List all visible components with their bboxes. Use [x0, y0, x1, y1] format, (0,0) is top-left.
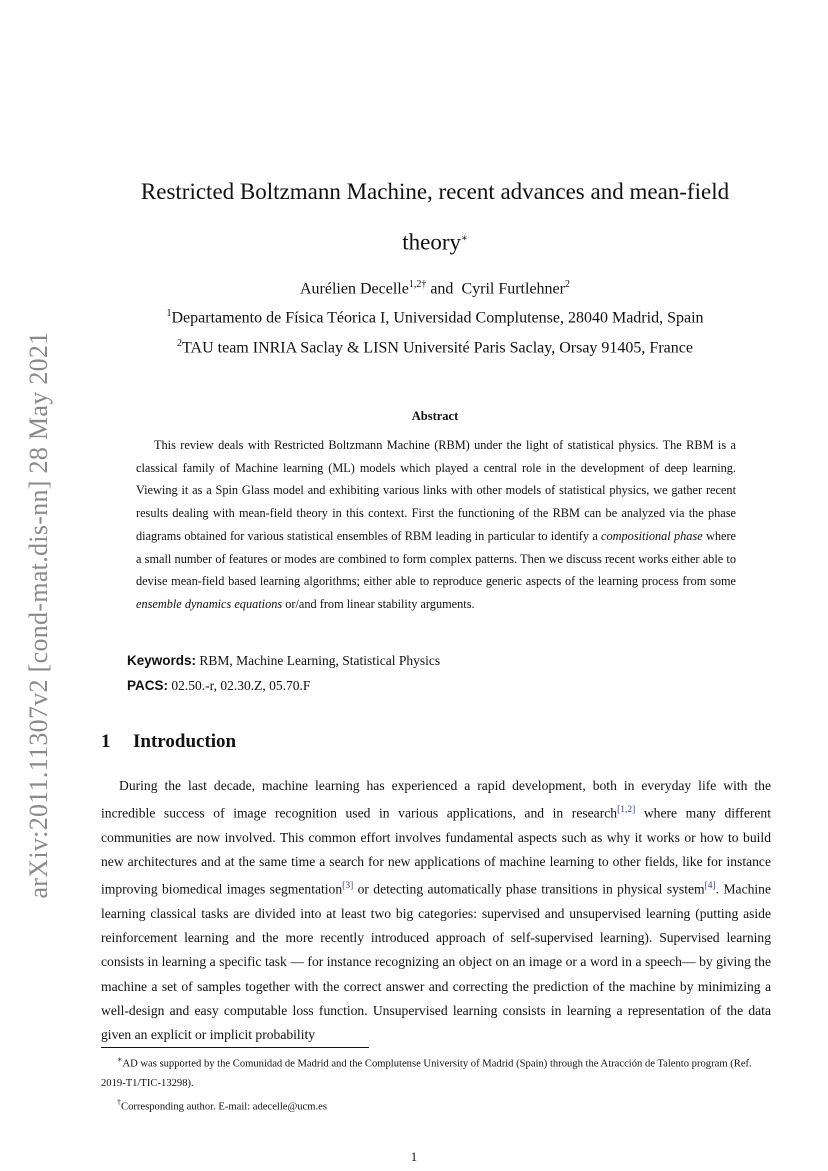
- footnote: [101, 1093, 771, 1117]
- author-affiliation-marker: 1,2†: [408, 279, 427, 290]
- abstract-paragraph: [136, 434, 736, 616]
- footnote: [101, 1050, 771, 1093]
- author-conjunction: and: [426, 280, 462, 298]
- affiliation-1: [100, 308, 770, 327]
- section-title: Introduction: [133, 731, 237, 752]
- citation-link[interactable]: [1,2]: [617, 805, 636, 816]
- affiliation-text: TAU team INRIA Saclay & LISN Université Paris Saclay, Orsay 91405, France: [182, 339, 693, 357]
- author-name: Cyril Furtlehner: [461, 280, 565, 298]
- title-footnote-marker: ∗: [460, 233, 468, 244]
- body-text: or detecting automatically phase transitions in physical system: [353, 881, 705, 897]
- abstract-text: This review deals with Restricted Boltzmann Machine (RBM) under the light of statistical physics. The RBM is a classical family of Machine learning (ML) models which played a central role in the development of deep learning. Viewing it as a Spin Glass model and exhibiting various links with other models of statistical physics, we gather recent results dealing with mean-field theory in this context. First the functioning of the RBM can be analyzed via the phase diagrams obtained for various statistical ensembles of RBM leading in particular to identify a: [136, 438, 736, 543]
- affiliation-marker: 2: [177, 338, 183, 349]
- page-number: 1: [410, 1150, 418, 1164]
- introduction-body: [101, 774, 771, 1047]
- abstract-emphasis: ensemble dynamics equations: [136, 596, 283, 611]
- section-heading: [101, 731, 236, 753]
- citation-link[interactable]: [4]: [704, 881, 716, 892]
- abstract-heading: Abstract: [411, 409, 459, 423]
- footnote-marker: ∗: [117, 1055, 123, 1064]
- footnote-divider: [101, 1047, 369, 1048]
- affiliation-text: Departamento de Física Téorica I, Universidad Complutense, 28040 Madrid, Spain: [171, 309, 704, 327]
- affiliation-marker: 1: [166, 308, 172, 319]
- body-text: where many different communities are now involved. This common effort involves fundamental aspects such as why it works or how to build new architectures and at the same time a search for new applications of machine learning to other fields, like for instance improving biomedical images segmentation: [101, 805, 771, 897]
- pacs-value: 02.50.-r, 02.30.Z, 05.70.F: [168, 678, 311, 693]
- pacs-line: [127, 678, 310, 694]
- author-list: [100, 279, 770, 298]
- footnote-marker: †: [117, 1097, 121, 1107]
- footnote-text: Corresponding author. E-mail: adecelle@ucm.es: [121, 1101, 327, 1113]
- keywords-value: RBM, Machine Learning, Statistical Physics: [196, 653, 441, 668]
- title-line-2-text: theory: [402, 229, 461, 255]
- author-name: Aurélien Decelle: [300, 280, 409, 298]
- title-line-1: Restricted Boltzmann Machine, recent advances and mean-field: [140, 179, 730, 204]
- citation-link[interactable]: [3]: [342, 881, 354, 892]
- abstract-text: or/and from linear stability arguments.: [282, 596, 475, 611]
- body-text: . Machine learning classical tasks are divided into at least two big categories: supervised and unsupervised learning (putting aside reinforcement learning and the more recently introduced approach of self-supervised learning). Supervised learning consists in learning a specific task — for instance recognizing an object on an image or a word in a speech— by giving the machine a set of samples together with the correct answer and correcting the prediction of the machine by minimizing a well-design and easy computable loss function. Unsupervised learning consists in learning a representation of the data given an explicit or implicit probability: [101, 881, 772, 1043]
- pacs-label: PACS:: [127, 678, 169, 693]
- footnotes: [101, 1050, 771, 1116]
- body-text: During the last decade, machine learning has experienced a rapid development, both in everyday life with the incredible success of image recognition used in various applications, and in research: [101, 778, 771, 821]
- keywords-label: Keywords:: [127, 653, 197, 668]
- abstract-text: where a small number of features or modes are combined to form complex patterns. Then we discuss recent works either able to devise mean-field based learning algorithms; either able to reproduce generic aspects of the learning process from some: [136, 528, 736, 589]
- body-paragraph: [101, 774, 771, 1047]
- paper-title: [100, 168, 770, 266]
- arxiv-sidebar-stamp: [18, 310, 60, 920]
- keywords-line: [127, 653, 440, 669]
- title-line-2: [100, 215, 770, 266]
- footnote-text: AD was supported by the Comunidad de Madrid and the Complutense University of Madrid (Spain) through the Atracción de Talento program (Ref. 2019-T1/TIC-13298).: [101, 1058, 752, 1089]
- abstract-body: [136, 434, 736, 616]
- affiliation-2: [100, 338, 770, 357]
- abstract-emphasis: compositional phase: [601, 528, 703, 543]
- author-affiliation-marker: 2: [564, 279, 570, 290]
- arxiv-id: arXiv:2011.11307v2 [cond-mat.dis-nn] 28 May 2021: [24, 331, 53, 899]
- section-number: 1: [101, 731, 111, 752]
